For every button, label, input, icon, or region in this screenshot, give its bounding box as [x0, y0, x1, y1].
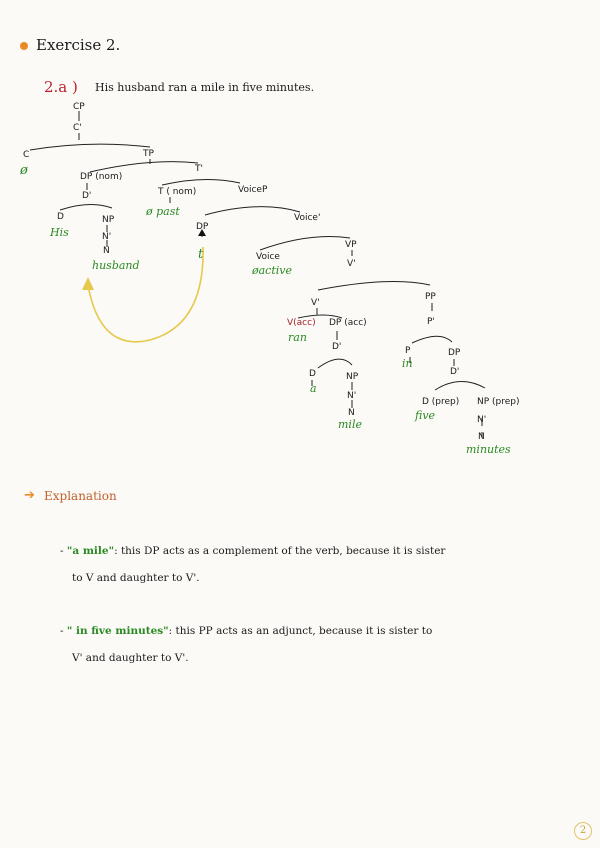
node-dp-acc: DP (acc) [329, 318, 367, 328]
node-d-prep: D (prep) [422, 397, 460, 407]
explanation-item-2-text: : this PP acts as an adjunct, because it is sister to [168, 625, 433, 637]
bullet-dash: - [60, 545, 67, 557]
node-v-bar-top: V' [347, 259, 356, 269]
node-cp: CP [73, 102, 85, 112]
word-minutes: minutes [466, 443, 511, 456]
node-t-nom: T ( nom) [158, 187, 197, 197]
node-v-bar-lower: V' [311, 298, 320, 308]
t-past: ø past [146, 205, 180, 218]
word-in: in [402, 357, 413, 370]
explanation-item-1-text: : this DP acts as a complement of the verb, because it is sister [114, 545, 446, 557]
node-tp: TP [143, 149, 154, 159]
exercise-number: 2.a ) [44, 78, 78, 96]
phrase-a-mile: "a mile" [66, 545, 115, 557]
explanation-item-2 [60, 625, 432, 637]
bullet-dash: - [60, 625, 67, 637]
node-n-2: N [348, 408, 355, 418]
node-n-bar-1: N' [102, 232, 112, 242]
trace-t: t [198, 247, 204, 262]
explanation-item-2-cont: V' and daughter to V'. [72, 652, 189, 664]
node-dp-trace: DP [196, 222, 209, 232]
node-dp-nom: DP (nom) [80, 172, 123, 182]
exercise-title: Exercise 2. [36, 36, 121, 54]
node-c: C [23, 150, 30, 160]
node-pp: PP [425, 292, 436, 302]
word-his: His [50, 226, 69, 239]
word-five: five [415, 409, 436, 422]
arrow-right-icon: ➔ [24, 488, 35, 503]
node-d-2: D [309, 369, 316, 379]
node-np-2: NP [346, 372, 359, 382]
word-a: a [310, 382, 317, 395]
word-ran: ran [288, 331, 307, 344]
node-d-bar-3: D' [450, 367, 460, 377]
node-d-bar-1: D' [82, 191, 92, 201]
phrase-in-five-minutes: " in five minutes" [66, 625, 169, 637]
node-np-prep: NP (prep) [477, 397, 520, 407]
node-p: P [405, 346, 411, 356]
node-voice-bar: Voice' [294, 213, 321, 223]
sentence: His husband ran a mile in five minutes. [95, 81, 315, 94]
node-p-bar: P' [427, 317, 435, 327]
node-n-bar-2: N' [347, 391, 357, 401]
explanation-heading: Explanation [44, 489, 117, 503]
voice-active: øactive [252, 264, 293, 277]
explanation-item-1 [60, 545, 445, 557]
node-vp: VP [345, 240, 357, 250]
explanation-item-1-cont: to V and daughter to V'. [72, 572, 200, 584]
node-n-1: N [103, 246, 110, 256]
node-voicep: VoiceP [238, 185, 268, 195]
node-n-3: N [478, 432, 485, 442]
node-c-bar: C' [73, 123, 82, 133]
word-mile: mile [338, 418, 362, 431]
c-null: ø [20, 163, 28, 178]
node-np-1: NP [102, 215, 115, 225]
page-number: 2 [574, 822, 592, 840]
node-d-1: D [57, 212, 64, 222]
node-n-bar-3: N' [477, 415, 487, 425]
node-t-bar: T' [195, 164, 203, 174]
node-d-bar-2: D' [332, 342, 342, 352]
node-v-acc: V(acc) [287, 318, 316, 328]
word-husband: husband [92, 259, 140, 272]
node-voice: Voice [256, 252, 280, 262]
arrow-head-icon [82, 277, 94, 290]
node-dp-3: DP [448, 348, 461, 358]
